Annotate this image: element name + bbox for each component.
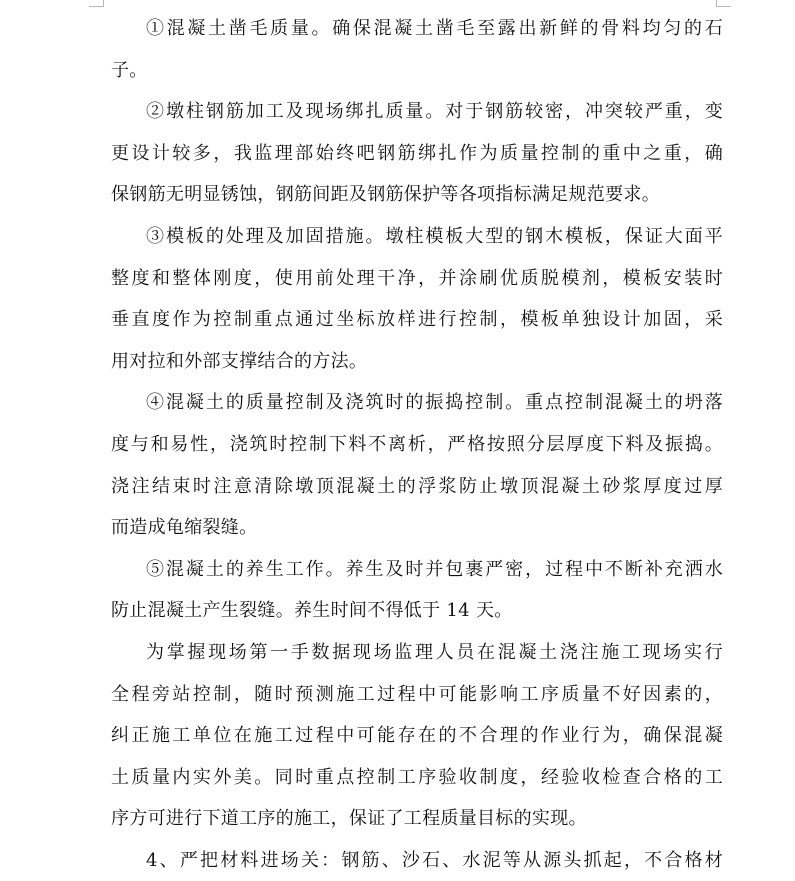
- text-line: 整度和整体刚度，使用前处理干净，并涂刷优质脱模剂，模板安装时: [111, 267, 723, 289]
- text-line: 序方可进行下道工序的施工，保证了工程质量目标的实现。: [111, 808, 587, 830]
- text-line: 垂直度作为控制重点通过坐标放样进行控制，模板单独设计加固，采: [111, 309, 723, 331]
- page-corner-mark-left: [89, 0, 104, 7]
- text-line: 更设计较多，我监理部始终吧钢筋绑扎作为质量控制的重中之重，确: [111, 142, 723, 164]
- text-line: 浇注结束时注意清除墩顶混凝土的浮浆防止墩顶混凝土砂浆厚度过厚: [111, 475, 723, 497]
- text-line: 防止混凝土产生裂缝。养生时间不得低于 14 天。: [111, 600, 513, 622]
- text-line: 而造成龟缩裂缝。: [111, 517, 258, 539]
- text-line: ③模板的处理及加固措施。墩柱模板大型的钢木模板，保证大面平: [146, 225, 723, 247]
- text-line: 纠正施工单位在施工过程中可能存在的不合理的作业行为，确保混凝: [111, 725, 723, 747]
- text-line: 度与和易性，浇筑时控制下料不离析，严格按照分层厚度下料及振捣。: [111, 433, 723, 455]
- text-line: 土质量内实外美。同时重点控制工序验收制度，经验收检查合格的工: [111, 766, 723, 788]
- text-line: 为掌握现场第一手数据现场监理人员在混凝土浇注施工现场实行: [146, 641, 723, 663]
- text-line: ①混凝土凿毛质量。确保混凝土凿毛至露出新鲜的骨料均匀的石: [146, 18, 723, 39]
- text-line: ②墩柱钢筋加工及现场绑扎质量。对于钢筋较密，冲突较严重，变: [146, 101, 723, 123]
- page-corner-mark-right: [716, 0, 731, 7]
- text-line: 保钢筋无明显锈蚀，钢筋间距及钢筋保护等各项指标满足规范要求。: [111, 184, 660, 206]
- text-line: 全程旁站控制，随时预测施工过程中可能影响工序质量不好因素的，: [111, 683, 723, 705]
- text-line: ⑤混凝土的养生工作。养生及时并包裹严密，过程中不断补充洒水: [146, 558, 723, 580]
- text-line: 子。: [111, 59, 148, 81]
- text-line: ④混凝土的质量控制及浇筑时的振捣控制。重点控制混凝土的坍落: [146, 392, 723, 414]
- text-line: 4、严把材料进场关：钢筋、沙石、水泥等从源头抓起，不合格材: [146, 849, 723, 871]
- text-line: 用对拉和外部支撑结合的方法。: [111, 350, 368, 372]
- document-body[interactable]: [111, 8, 723, 881]
